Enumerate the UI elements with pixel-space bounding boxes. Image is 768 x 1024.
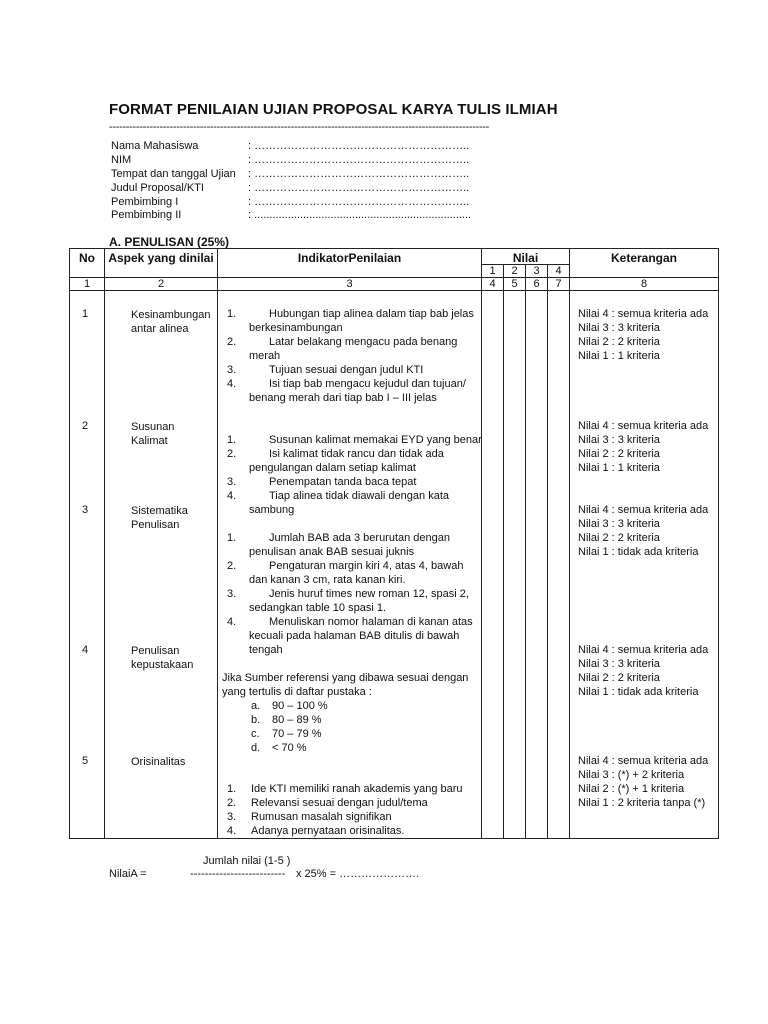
indicator-text: Adanya pernyataan orisinalitas. (251, 825, 405, 837)
indicator-number: 3. (227, 364, 237, 376)
section-heading: A. PENULISAN (25%) (109, 235, 230, 249)
keterangan-line: Nilai 3 : 3 kriteria (578, 322, 660, 334)
indicator-text-cont: berkesinambungan (249, 322, 343, 334)
identity-label: NIM (111, 154, 132, 166)
indicator-number: 1. (227, 434, 237, 446)
identity-value-field[interactable]: : ....................................................................... (248, 209, 472, 221)
nilai-score-label: 2 (511, 265, 518, 277)
fraction-line: -------------------------- (190, 868, 286, 880)
keterangan-line: Nilai 1 : tidak ada kriteria (578, 686, 699, 698)
header-aspek: Aspek yang dinilai (108, 251, 214, 265)
keterangan-line: Nilai 3 : (*) + 2 kriteria (578, 769, 685, 781)
indicator-text: Menuliskan nomor halaman di kanan atas (269, 616, 473, 628)
indicator-number: 2. (227, 560, 237, 572)
indicator-number: 4. (227, 490, 237, 502)
column-number: 2 (157, 278, 165, 290)
column-number: 7 (555, 278, 562, 290)
keterangan-line: Nilai 4 : semua kriteria ada (578, 644, 709, 656)
item-aspect: Kesinambungan antar alinea (131, 309, 211, 335)
header-no: No (79, 251, 95, 265)
column-number: 6 (533, 278, 540, 290)
indicator-number: 3. (227, 811, 237, 823)
column-number: 8 (640, 278, 648, 290)
indicator-number: 3. (227, 476, 237, 488)
indicator-text: Susunan kalimat memakai EYD yang benar (269, 434, 482, 446)
indicator-number: 2. (227, 797, 237, 809)
item-aspect: Penulisan kepustakaan (131, 645, 194, 671)
header-indikator: IndikatorPenilaian (297, 251, 402, 265)
jumlah-nilai-label: Jumlah nilai (1-5 ) (203, 855, 291, 867)
item-aspect: Sistematika Penulisan (131, 505, 188, 531)
indicator-number: 4. (227, 616, 237, 628)
indicator-text: Latar belakang mengacu pada benang (269, 336, 458, 348)
indicator-text-cont: benang merah dari tiap bab I – III jelas (249, 392, 437, 404)
indicator-text-cont: pengulangan dalam setiap kalimat (249, 462, 416, 474)
kepustakaan-option-letter: a. (251, 700, 261, 712)
keterangan-line: Nilai 2 : 2 kriteria (578, 672, 660, 684)
keterangan-line: Nilai 4 : semua kriteria ada (578, 420, 709, 432)
identity-label: Tempat dan tanggal Ujian (111, 168, 236, 180)
kepustakaan-intro: Jika Sumber referensi yang dibawa sesuai dengan (222, 672, 469, 684)
indicator-number: 4. (227, 378, 237, 390)
column-number: 1 (83, 278, 91, 290)
indicator-text: Jumlah BAB ada 3 berurutan dengan (269, 532, 451, 544)
kepustakaan-option: 90 – 100 % (272, 700, 328, 712)
indicator-text-cont: merah (249, 350, 281, 362)
identity-value-field[interactable]: : ………………………………………………….. (248, 196, 470, 208)
kepustakaan-option-letter: d. (251, 742, 261, 754)
indicator-number: 2. (227, 448, 237, 460)
nilai-a-formula: x 25% = …………………. (296, 868, 420, 880)
identity-label: Pembimbing I (111, 196, 179, 208)
title-divider: ----------------------------------------------------------------------------------------------------------------- (109, 121, 490, 133)
kepustakaan-option-letter: b. (251, 714, 261, 726)
indicator-text: Tujuan sesuai dengan judul KTI (269, 364, 424, 376)
item-number: 3 (82, 504, 89, 516)
keterangan-line: Nilai 2 : 2 kriteria (578, 336, 660, 348)
identity-value-field[interactable]: : ………………………………………………….. (248, 168, 470, 180)
keterangan-line: Nilai 4 : semua kriteria ada (578, 755, 709, 767)
indicator-text-cont: sambung (249, 504, 295, 516)
column-number: 5 (511, 278, 518, 290)
header-keterangan: Keterangan (610, 251, 678, 265)
indicator-text: Pengaturan margin kiri 4, atas 4, bawah (269, 560, 464, 572)
nilai-score-label: 4 (555, 265, 562, 277)
kepustakaan-option-letter: c. (251, 728, 260, 740)
kepustakaan-intro: yang tertulis di daftar pustaka : (222, 686, 372, 698)
indicator-text-cont: tengah (249, 644, 283, 656)
indicator-number: 1. (227, 783, 237, 795)
keterangan-line: Nilai 1 : 2 kriteria tanpa (*) (578, 797, 706, 809)
identity-value-field[interactable]: : ………………………………………………….. (248, 154, 470, 166)
document-title: FORMAT PENILAIAN UJIAN PROPOSAL KARYA TULIS ILMIAH (109, 101, 558, 118)
identity-label: Pembimbing II (111, 209, 182, 221)
indicator-number: 2. (227, 336, 237, 348)
keterangan-line: Nilai 1 : 1 kriteria (578, 462, 660, 474)
item-aspect: Orisinalitas (131, 756, 186, 768)
keterangan-line: Nilai 2 : 2 kriteria (578, 448, 660, 460)
keterangan-line: Nilai 3 : 3 kriteria (578, 518, 660, 530)
indicator-text: Isi kalimat tidak rancu dan tidak ada (269, 448, 444, 460)
indicator-text: Isi tiap bab mengacu kejudul dan tujuan/ (269, 378, 466, 390)
identity-label: Judul Proposal/KTI (111, 182, 204, 194)
item-number: 1 (82, 308, 89, 320)
indicator-text: Penempatan tanda baca tepat (269, 476, 417, 488)
identity-value-field[interactable]: : ………………………………………………….. (248, 182, 470, 194)
item-number: 4 (82, 644, 89, 656)
indicator-text: Ide KTI memiliki ranah akademis yang baru (251, 783, 463, 795)
indicator-text-cont: dan kanan 3 cm, rata kanan kiri. (249, 574, 406, 586)
indicator-text-cont: penulisan anak BAB sesuai juknis (249, 546, 415, 558)
item-number: 5 (82, 755, 89, 767)
keterangan-line: Nilai 4 : semua kriteria ada (578, 504, 709, 516)
indicator-text: Tiap alinea tidak diawali dengan kata (269, 490, 449, 502)
keterangan-line: Nilai 1 : tidak ada kriteria (578, 546, 699, 558)
column-number: 4 (489, 278, 496, 290)
indicator-number: 3. (227, 588, 237, 600)
keterangan-line: Nilai 3 : 3 kriteria (578, 658, 660, 670)
column-number: 3 (346, 278, 353, 290)
indicator-number: 1. (227, 532, 237, 544)
nilai-score-label: 1 (489, 265, 496, 277)
keterangan-line: Nilai 2 : 2 kriteria (578, 532, 660, 544)
keterangan-line: Nilai 1 : 1 kriteria (578, 350, 660, 362)
kepustakaan-option: < 70 % (272, 742, 307, 754)
kepustakaan-option: 70 – 79 % (272, 728, 322, 740)
kepustakaan-option: 80 – 89 % (272, 714, 322, 726)
indicator-text: Hubungan tiap alinea dalam tiap bab jelas (269, 308, 474, 320)
nilai-score-label: 3 (533, 265, 540, 277)
indicator-text: Relevansi sesuai dengan judul/tema (251, 797, 428, 809)
header-nilai: Nilai (512, 251, 539, 265)
keterangan-line: Nilai 3 : 3 kriteria (578, 434, 660, 446)
keterangan-line: Nilai 2 : (*) + 1 kriteria (578, 783, 685, 795)
nilai-a-label: NilaiA = (109, 868, 147, 880)
indicator-text: Jenis huruf times new roman 12, spasi 2, (269, 588, 469, 600)
item-number: 2 (82, 420, 89, 432)
indicator-number: 4. (227, 825, 237, 837)
indicator-text-cont: sedangkan table 10 spasi 1. (249, 602, 386, 614)
indicator-text: Rumusan masalah signifikan (251, 811, 392, 823)
identity-value-field[interactable]: : ………………………………………………….. (248, 140, 470, 152)
indicator-number: 1. (227, 308, 237, 320)
keterangan-line: Nilai 4 : semua kriteria ada (578, 308, 709, 320)
identity-label: Nama Mahasiswa (111, 140, 199, 152)
item-aspect: Susunan Kalimat (131, 421, 175, 447)
indicator-text-cont: kecuali pada halaman BAB ditulis di bawah (249, 630, 460, 642)
